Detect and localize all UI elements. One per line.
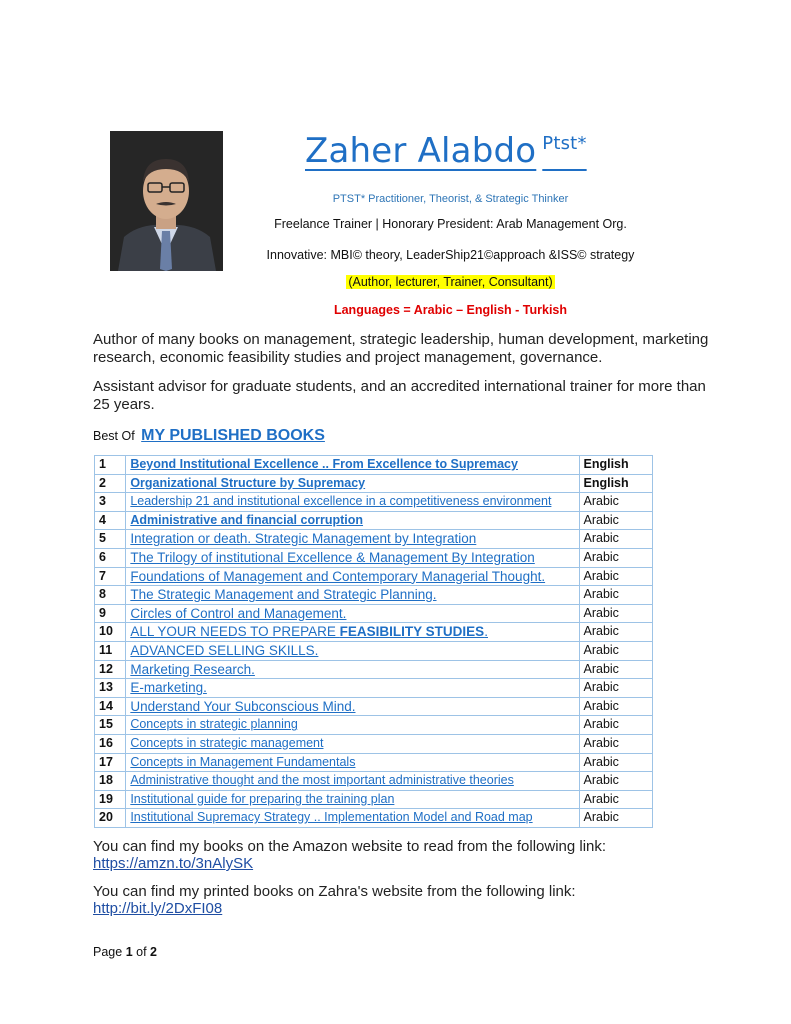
- book-title-cell: [126, 456, 579, 475]
- book-title-cell: [126, 772, 579, 791]
- book-number: 4: [95, 511, 126, 530]
- amazon-link-line: [93, 855, 713, 873]
- amazon-text: You can find my books on the Amazon website to read from the following link:: [93, 838, 607, 855]
- book-title-cell: [126, 809, 579, 828]
- book-title-link[interactable]: Marketing Research.: [130, 661, 255, 677]
- books-heading: [93, 427, 325, 445]
- book-language: English: [579, 456, 653, 475]
- book-number: 8: [95, 586, 126, 605]
- book-number: 17: [95, 753, 126, 772]
- book-title-link[interactable]: Integration or death. Strategic Management by Integration: [130, 531, 477, 547]
- table-row: [95, 697, 653, 716]
- books-table: [94, 455, 653, 828]
- role-line-2: Innovative: MBI© theory, LeaderShip21©approach &ISS© strategy: [266, 248, 635, 262]
- table-row: [95, 660, 653, 679]
- book-title-link[interactable]: Beyond Institutional Excellence .. From Excellence to Supremacy: [130, 457, 518, 471]
- intro-paragraph-1: Author of many books on management, strategic leadership, human development, marketing research, economic feasibility studies and project management, governance.: [93, 331, 709, 366]
- page-total: 2: [150, 945, 157, 959]
- book-language: Arabic: [579, 548, 653, 567]
- book-number: 6: [95, 548, 126, 567]
- zahra-link[interactable]: http://bit.ly/2DxFI08: [93, 900, 223, 917]
- book-language: English: [579, 474, 653, 493]
- book-title-cell: [126, 697, 579, 716]
- table-row: [95, 548, 653, 567]
- book-language: Arabic: [579, 660, 653, 679]
- book-number: 10: [95, 623, 126, 642]
- book-number: 3: [95, 493, 126, 512]
- book-title-cell: [126, 493, 579, 512]
- page-current: 1: [125, 945, 133, 959]
- book-language: Arabic: [579, 716, 653, 735]
- book-number: 15: [95, 716, 126, 735]
- book-title-cell: [126, 567, 579, 586]
- book-title-cell: [126, 753, 579, 772]
- book-title-part: .: [484, 624, 488, 640]
- book-title-link[interactable]: Concepts in Management Fundamentals: [130, 754, 356, 769]
- languages-line: Languages = Arabic – English - Turkish: [333, 303, 568, 317]
- book-title-link[interactable]: Organizational Structure by Supremacy: [130, 475, 366, 490]
- book-language: Arabic: [579, 679, 653, 698]
- book-title-cell: [126, 604, 579, 623]
- zahra-link-line: [93, 900, 713, 918]
- book-title-part: ALL YOUR NEEDS TO PREPARE: [130, 624, 340, 640]
- book-title-link[interactable]: The Trilogy of institutional Excellence & Management By Integration: [130, 549, 535, 565]
- name-heading: [305, 131, 635, 171]
- book-language: Arabic: [579, 809, 653, 828]
- book-number: 16: [95, 734, 126, 753]
- book-title-cell: [126, 641, 579, 660]
- book-title-link[interactable]: Administrative thought and the most important administrative theories: [130, 773, 514, 788]
- table-row: [95, 623, 653, 642]
- book-language: Arabic: [579, 641, 653, 660]
- of-label: of: [136, 945, 147, 959]
- book-title-link[interactable]: Understand Your Subconscious Mind.: [130, 698, 356, 714]
- book-number: 12: [95, 660, 126, 679]
- book-language: Arabic: [579, 586, 653, 605]
- book-title-link[interactable]: Foundations of Management and Contemporary Managerial Thought.: [130, 568, 546, 584]
- author-name[interactable]: Zaher Alabdo $^{Ptst*}$: [305, 131, 587, 171]
- table-row: [95, 716, 653, 735]
- book-number: 2: [95, 474, 126, 493]
- book-title-link[interactable]: [130, 624, 488, 639]
- table-row: [95, 641, 653, 660]
- amazon-link[interactable]: https://amzn.to/3nAlySK: [93, 855, 254, 872]
- book-number: 11: [95, 641, 126, 660]
- zahra-text: You can find my printed books on Zahra's website from the following link:: [93, 883, 576, 900]
- name-suffix: Ptst*: [542, 133, 587, 154]
- page-label: Page: [93, 945, 123, 959]
- table-row: [95, 734, 653, 753]
- book-title-cell: [126, 511, 579, 530]
- book-title-cell: [126, 623, 579, 642]
- book-number: 1: [95, 456, 126, 475]
- book-language: Arabic: [579, 511, 653, 530]
- book-language: Arabic: [579, 604, 653, 623]
- book-language: Arabic: [579, 790, 653, 809]
- roles-highlight: (Author, lecturer, Trainer, Consultant): [348, 275, 553, 289]
- book-title-link[interactable]: Concepts in strategic management: [130, 735, 324, 750]
- roles-highlight-line: [0, 275, 791, 289]
- intro-paragraph-2: Assistant advisor for graduate students, and an accredited international trainer for more than 25 years.: [93, 378, 706, 413]
- table-row: [95, 753, 653, 772]
- book-language: Arabic: [579, 493, 653, 512]
- tagline: PTST* Practitioner, Theorist, & Strategic Thinker: [332, 193, 569, 205]
- books-heading-prefix: Best Of: [93, 429, 135, 443]
- table-row: [95, 567, 653, 586]
- table-row: [95, 790, 653, 809]
- book-title-cell: [126, 548, 579, 567]
- book-language: Arabic: [579, 772, 653, 791]
- book-title-link[interactable]: Institutional Supremacy Strategy .. Implementation Model and Road map: [130, 810, 533, 825]
- book-title-cell: [126, 660, 579, 679]
- book-title-cell: [126, 790, 579, 809]
- book-title-link[interactable]: The Strategic Management and Strategic Planning.: [130, 587, 437, 603]
- book-title-cell: [126, 716, 579, 735]
- book-title-cell: [126, 734, 579, 753]
- book-language: Arabic: [579, 530, 653, 549]
- book-title-cell: [126, 586, 579, 605]
- table-row: [95, 511, 653, 530]
- table-row: [95, 772, 653, 791]
- table-row: [95, 679, 653, 698]
- book-title-link[interactable]: ADVANCED SELLING SKILLS.: [130, 642, 319, 658]
- book-title-bold-part: FEASIBILITY STUDIES: [339, 624, 485, 640]
- book-language: Arabic: [579, 567, 653, 586]
- book-number: 14: [95, 697, 126, 716]
- table-row: [95, 493, 653, 512]
- table-row: [95, 474, 653, 493]
- book-title-cell: [126, 474, 579, 493]
- book-title-link[interactable]: E-marketing.: [130, 680, 207, 696]
- role-line-1: Freelance Trainer | Honorary President: Arab Management Org.: [274, 217, 627, 231]
- book-number: 9: [95, 604, 126, 623]
- books-heading-link[interactable]: MY PUBLISHED BOOKS: [141, 427, 325, 444]
- book-language: Arabic: [579, 734, 653, 753]
- table-row: [95, 809, 653, 828]
- book-title-cell: [126, 530, 579, 549]
- book-number: 19: [95, 790, 126, 809]
- book-title-link[interactable]: Administrative and financial corruption: [130, 512, 364, 527]
- table-row: [95, 530, 653, 549]
- book-title-link[interactable]: Leadership 21 and institutional excellence in a competitiveness environment: [130, 494, 552, 509]
- book-title-link[interactable]: Concepts in strategic planning: [130, 717, 298, 732]
- page-footer: [93, 945, 157, 959]
- books-table-body: [95, 456, 653, 828]
- book-number: 18: [95, 772, 126, 791]
- book-number: 7: [95, 567, 126, 586]
- book-title-cell: [126, 679, 579, 698]
- table-row: [95, 456, 653, 475]
- book-title-link[interactable]: Institutional guide for preparing the training plan: [130, 791, 395, 806]
- book-language: Arabic: [579, 623, 653, 642]
- book-number: 5: [95, 530, 126, 549]
- book-number: 13: [95, 679, 126, 698]
- book-number: 20: [95, 809, 126, 828]
- table-row: [95, 586, 653, 605]
- book-language: Arabic: [579, 753, 653, 772]
- table-row: [95, 604, 653, 623]
- book-title-link[interactable]: Circles of Control and Management.: [130, 605, 347, 621]
- book-language: Arabic: [579, 697, 653, 716]
